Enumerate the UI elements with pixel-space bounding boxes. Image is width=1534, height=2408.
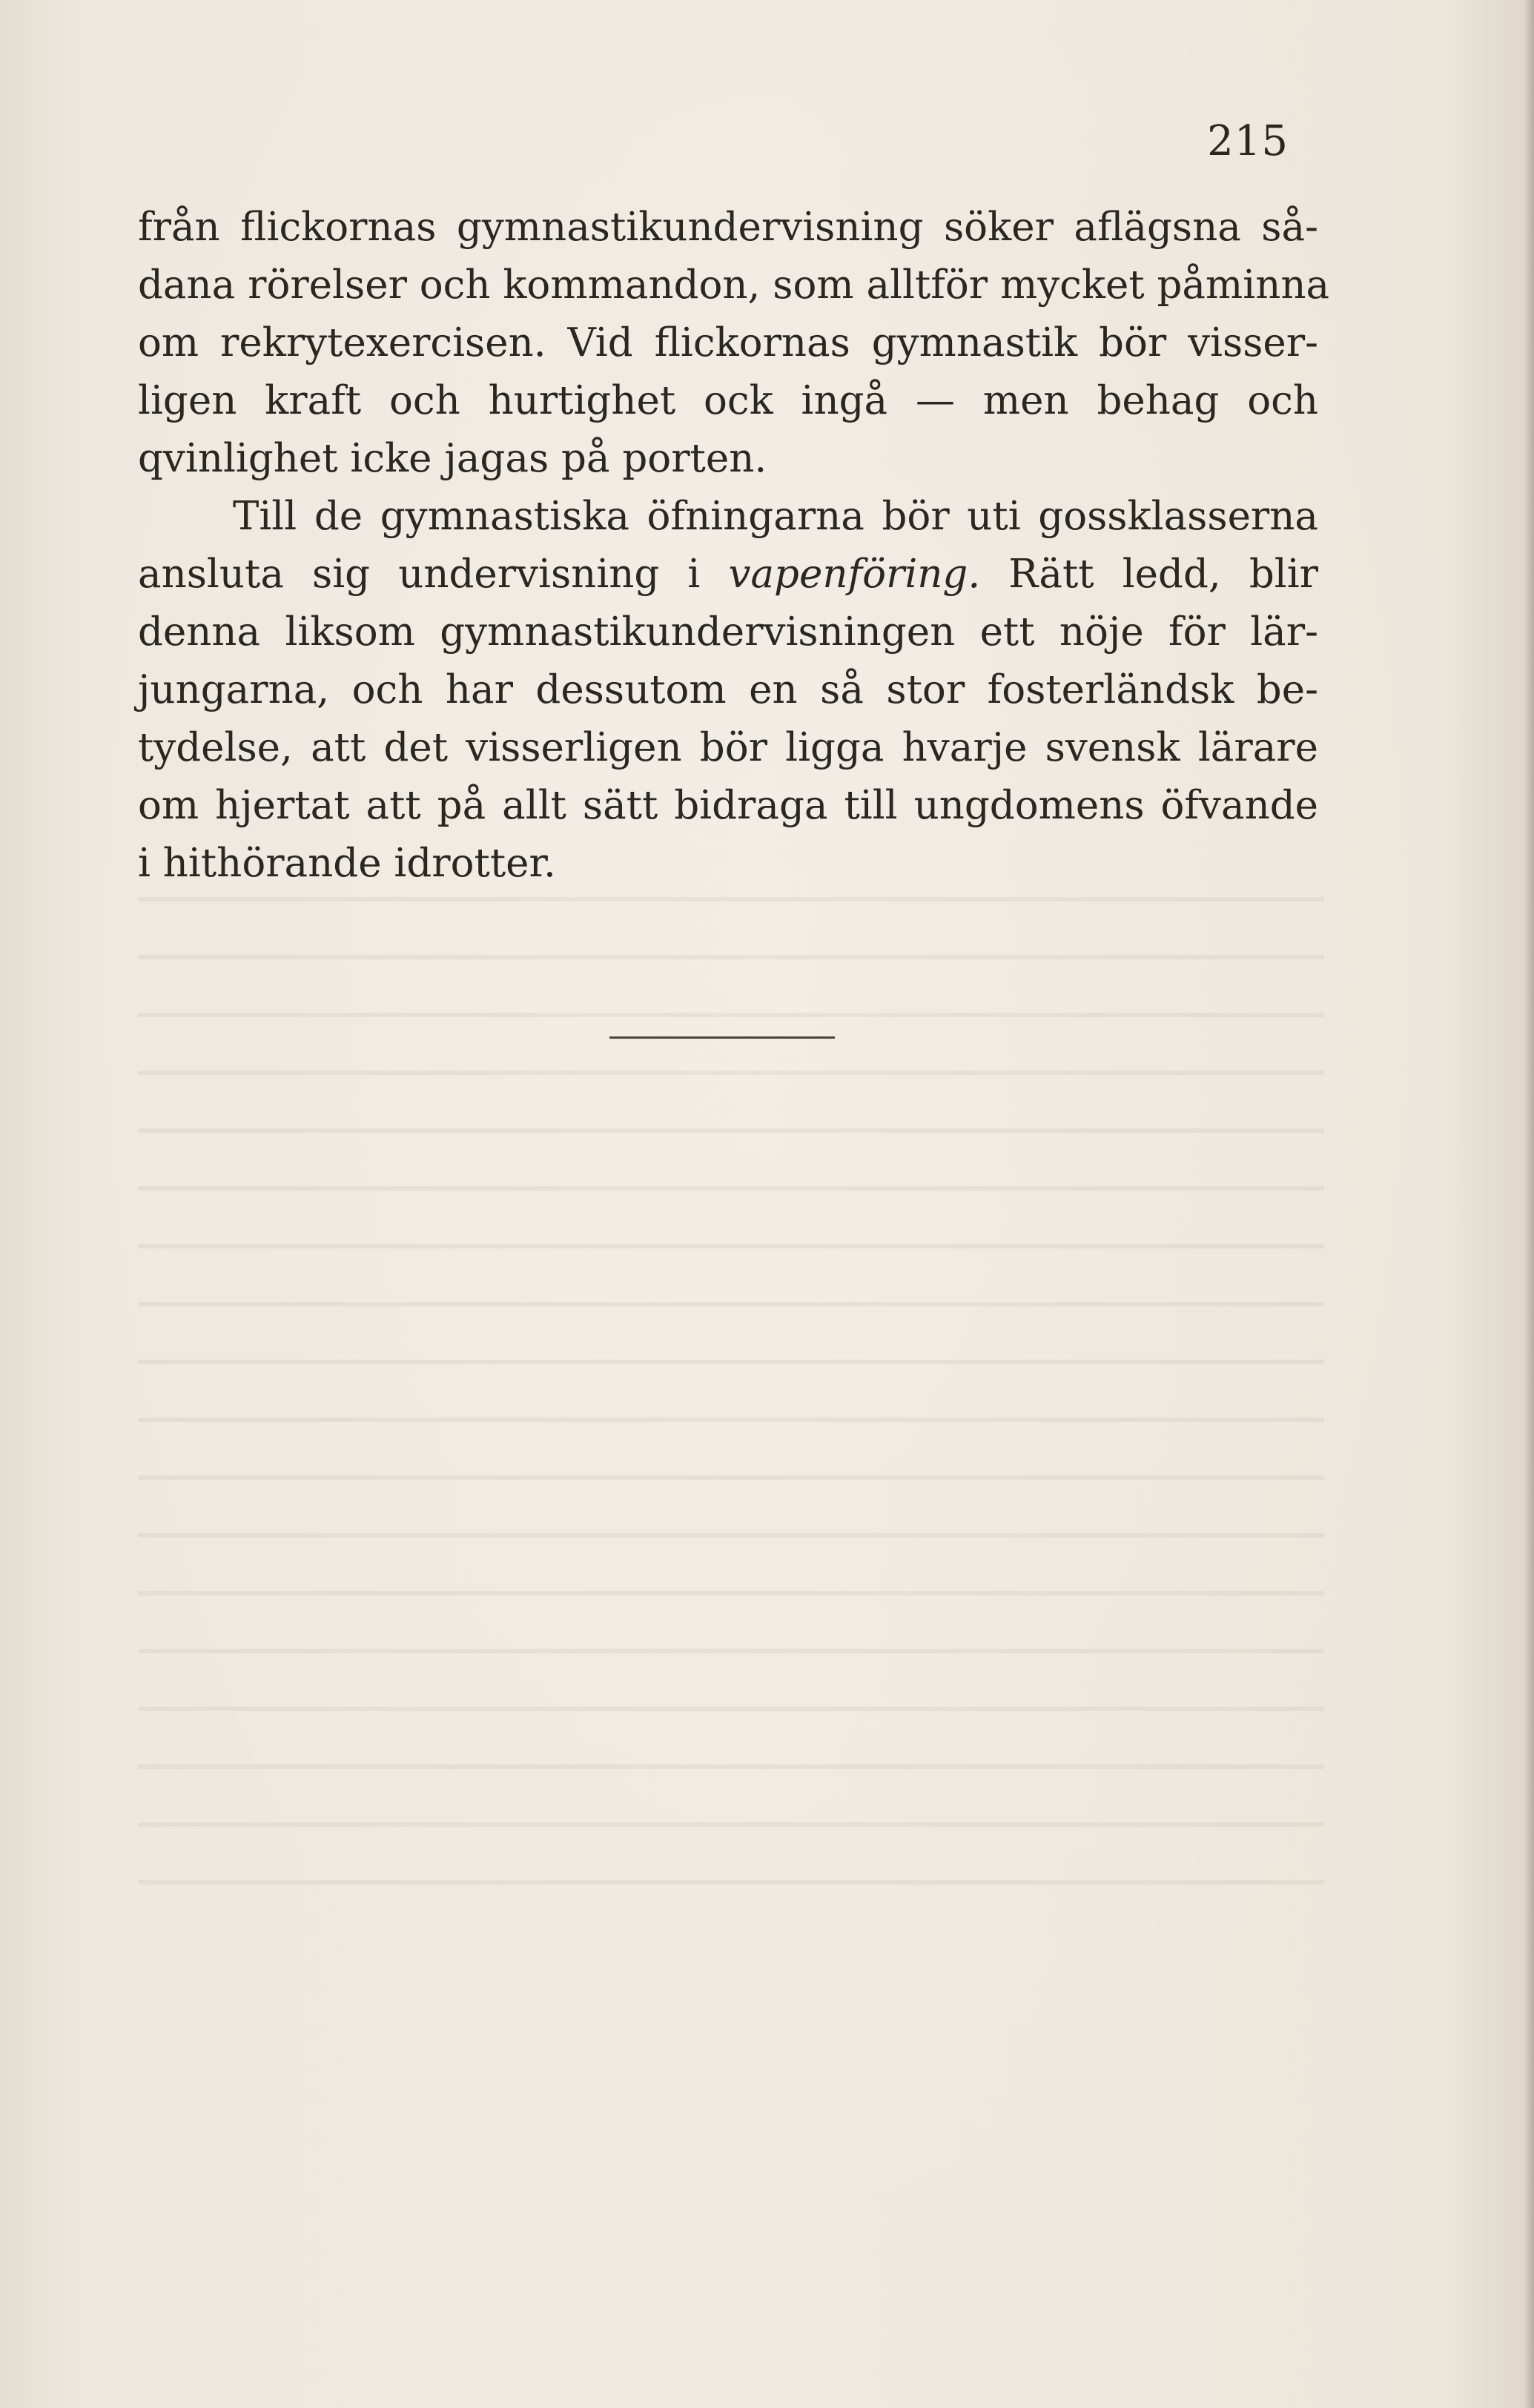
- section-divider-rule: [609, 1036, 835, 1039]
- text-line: dana rörelser och kommandon, som alltför mycket påminna: [138, 262, 1330, 308]
- body-text: [138, 199, 1330, 893]
- text-line: från flickornas gymnastikundervisning söker aflägsna så-: [138, 205, 1318, 250]
- text-line: i hithörande idrotter.: [138, 841, 556, 886]
- text-line: ligen kraft och hurtighet ock ingå — men behag och: [138, 378, 1318, 423]
- text-line: denna liksom gymnastikundervisningen ett nöje för lär-: [138, 609, 1318, 655]
- text-line-with-emphasis: [138, 546, 1318, 603]
- text-line: tydelse, att det visserligen bör ligga hvarje svensk lärare: [138, 725, 1318, 770]
- text-line: om rekrytexercisen. Vid flickornas gymnastik bör visser-: [138, 320, 1318, 366]
- page-number: 215: [1207, 117, 1289, 165]
- italic-emphasis: vapenföring.: [728, 552, 981, 597]
- page-edge-shadow: [1524, 0, 1534, 2408]
- text-line: qvinlighet icke jagas på porten.: [138, 436, 767, 481]
- show-through-texture: [138, 897, 1324, 1898]
- text-line: jungarna, och har dessutom en så stor fosterländsk be-: [138, 667, 1318, 712]
- text-segment: ansluta sig undervisning i: [138, 552, 729, 597]
- text-segment: Rätt ledd, blir: [980, 552, 1318, 597]
- text-line: om hjertat att på allt sätt bidraga till ungdomens öfvande: [138, 783, 1318, 828]
- text-line: Till de gymnastiska öfningarna bör uti gossklasserna: [233, 494, 1318, 539]
